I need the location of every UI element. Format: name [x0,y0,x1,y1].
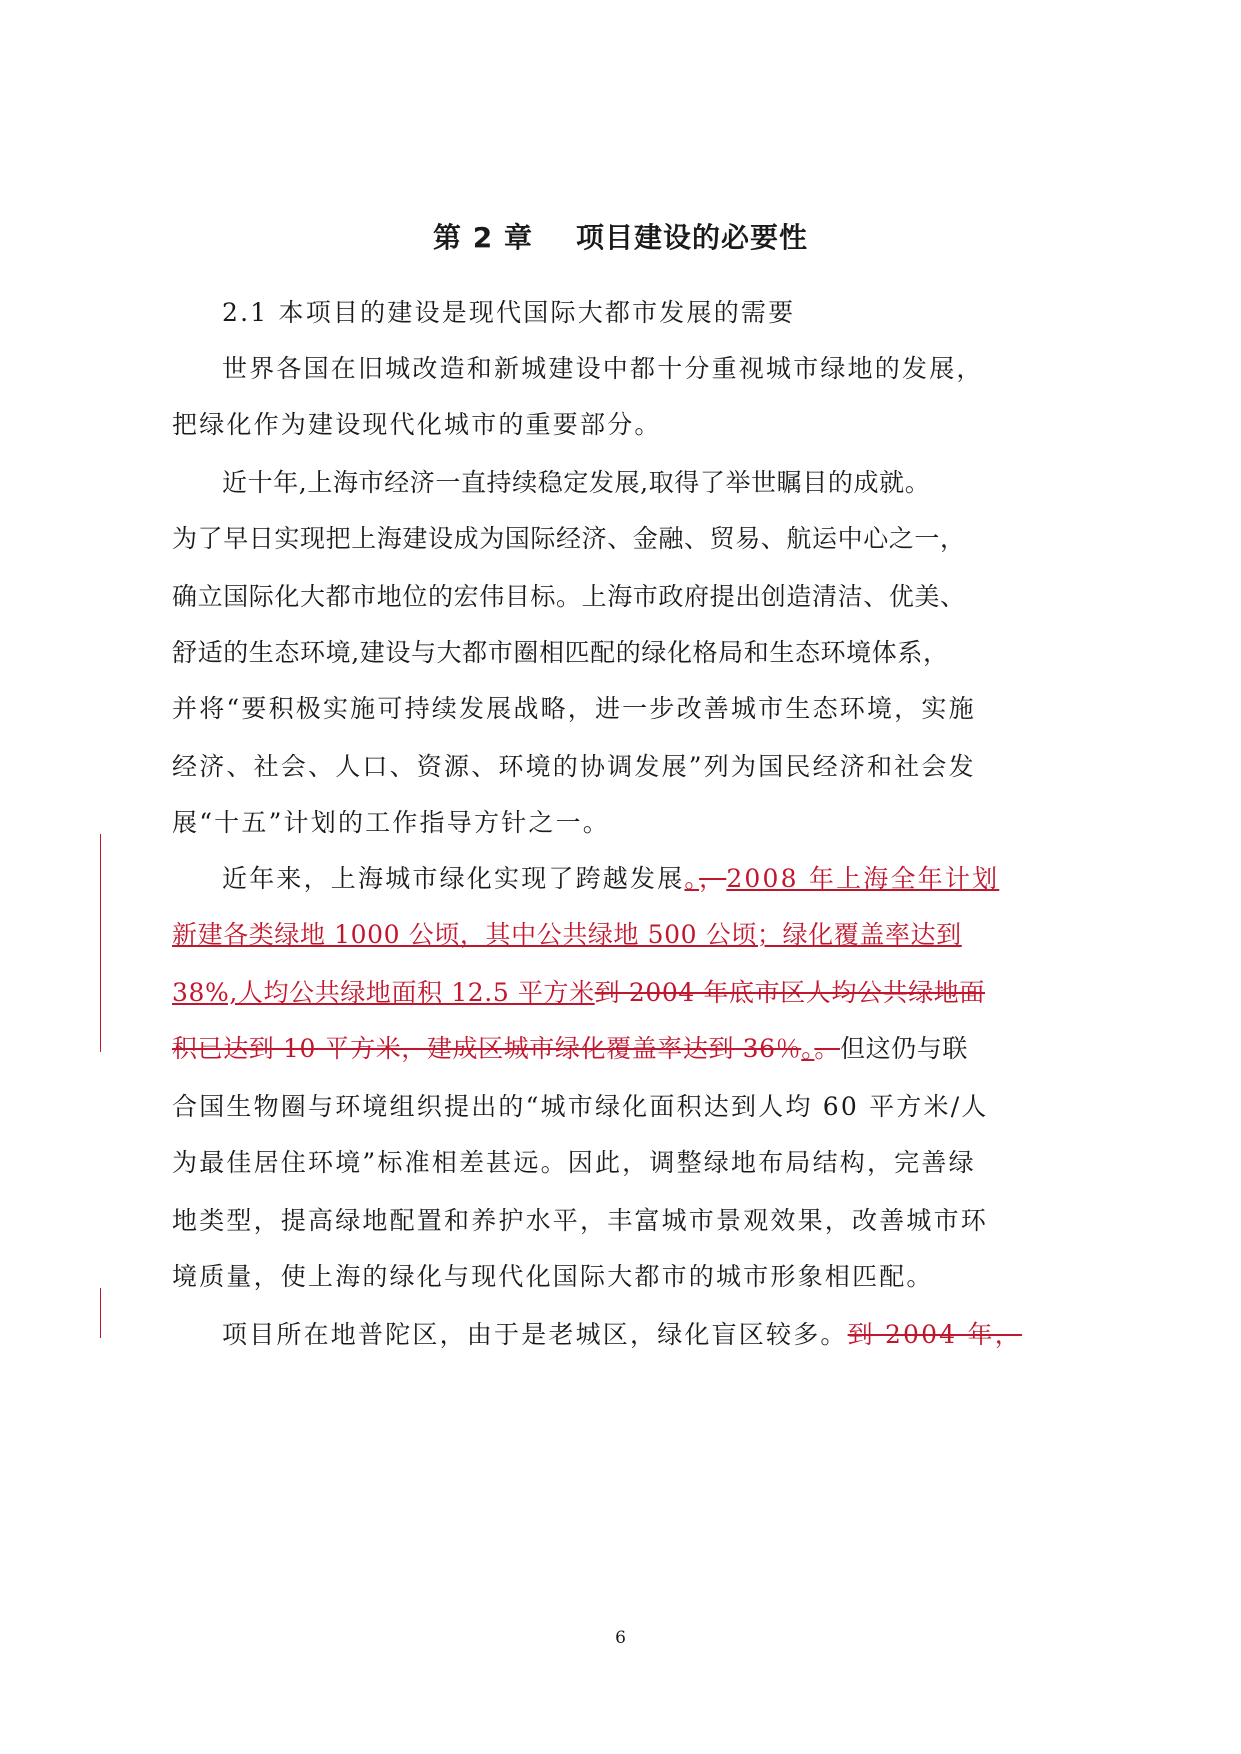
paragraph-line: 近十年,上海市经济一直持续稳定发展,取得了举世瞩目的成就。 [222,468,931,497]
paragraph-line: 为最佳居住环境”标准相差甚远。因此，调整绿地布局结构，完善绿 [172,1148,976,1177]
paragraph-line: 合国生物圈与环境组织提出的“城市绿化面积达到人均 60 平方米/人 [172,1092,989,1121]
deleted-text: ， [699,864,727,893]
revised-paragraph-line [172,918,962,952]
paragraph-line: 展“十五”计划的工作指导方针之一。 [172,808,610,837]
paragraph-text: 但这仍与联 [839,1034,968,1063]
revised-paragraph-line [172,976,985,1010]
paragraph-line: 确立国际化大都市地位的宏伟目标。上海市政府提出创造清洁、优美、 [172,582,966,611]
paragraph-text: 项目所在地普陀区，由于是老城区，绿化盲区较多。 [222,1320,848,1349]
section-heading: 2.1 本项目的建设是现代国际大都市发展的需要 [222,298,796,327]
revision-change-bar [100,834,101,1052]
paragraph-line: 境质量，使上海的绿化与现代化国际大都市的城市形象相匹配。 [172,1262,934,1291]
paragraph-line: 地类型，提高绿地配置和养护水平，丰富城市景观效果，改善城市环 [172,1206,989,1235]
revised-paragraph-line [222,1318,1022,1352]
paragraph-text: 近年来，上海城市绿化实现了跨越发展 [222,864,685,893]
paragraph-line: 经济、社会、人口、资源、环境的协调发展”列为国民经济和社会发 [172,752,976,781]
inserted-text: 2008 年上海全年计划 [726,864,1000,893]
deleted-text: 。 [814,1034,840,1063]
deleted-text: 积已达到 10 平方米，建成区城市绿化覆盖率达到 36％ [172,1034,802,1063]
page-number: 6 [615,1628,626,1648]
paragraph-line: 并将“要积极实施可持续发展战略，进一步改善城市生态环境，实施 [172,694,976,723]
paragraph-line: 舒适的生态环境,建设与大都市圈相匹配的绿化格局和生态环境体系， [172,638,949,667]
inserted-text: 新建各类绿地 1000 公顷，其中公共绿地 500 公顷；绿化覆盖率达到 [172,920,962,949]
paragraph-line: 把绿化作为建设现代化城市的重要部分。 [172,410,662,439]
inserted-text: 。 [684,864,700,893]
paragraph-line: 为了早日实现把上海建设成为国际经济、金融、贸易、航运中心之一， [172,524,966,553]
revision-change-bar [100,1288,101,1338]
revised-paragraph-line [222,862,999,896]
deleted-text: 到 2004 年， [847,1320,1022,1349]
chapter-title: 第 2 章 项目建设的必要性 [433,221,808,254]
deleted-text: 到 2004 年底市区人均公共绿地面 [594,978,985,1007]
paragraph-line: 世界各国在旧城改造和新城建设中都十分重视城市绿地的发展， [222,354,984,383]
inserted-text: 。 [801,1034,815,1063]
inserted-text: 38%,人均公共绿地面积 12.5 平方米 [172,978,595,1007]
revised-paragraph-line [172,1032,968,1066]
